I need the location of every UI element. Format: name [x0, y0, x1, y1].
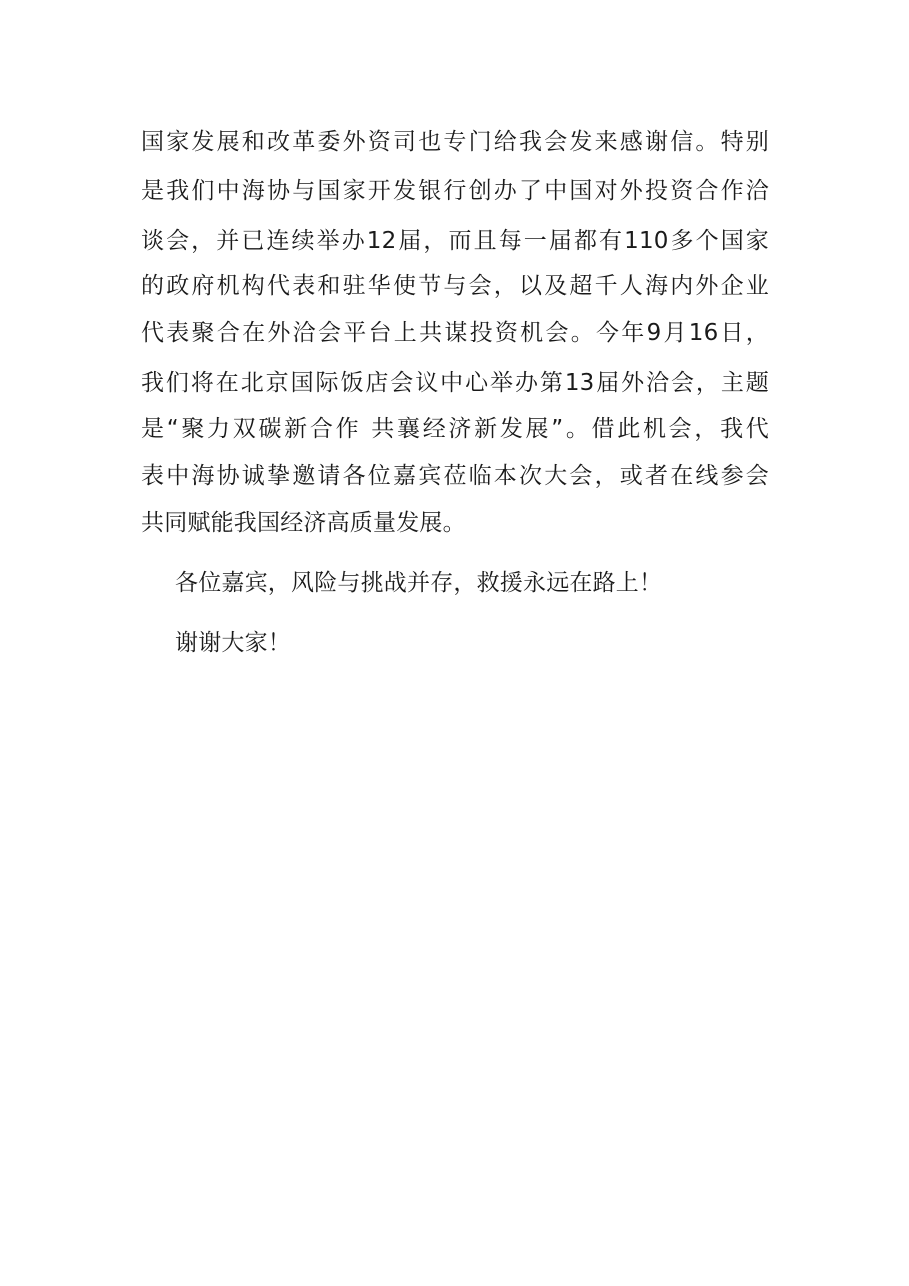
body-text-line: 代表聚合在外洽会平台上共谋投资机会。今年9月16日，: [141, 320, 769, 346]
thanks-paragraph: 谢谢大家！: [175, 630, 291, 656]
body-text-line: 是我们中海协与国家开发银行创办了中国对外投资合作洽: [141, 178, 769, 204]
body-text-line: 的政府机构代表和驻华使节与会，以及超千人海内外企业: [141, 273, 769, 299]
body-text-line: 我们将在北京国际饭店会议中心举办第13届外洽会，主题: [141, 370, 769, 396]
body-text-line: 是“聚力双碳新合作 共襄经济新发展”。借此机会，我代: [141, 416, 769, 442]
body-text-line: 国家发展和改革委外资司也专门给我会发来感谢信。特别: [141, 129, 769, 155]
body-text-line: 共同赋能我国经济高质量发展。: [141, 510, 466, 536]
closing-paragraph: 各位嘉宾，风险与挑战并存，救援永远在路上！: [175, 570, 663, 596]
body-text-line: 谈会，并已连续举办12届，而且每一届都有110多个国家: [141, 228, 769, 254]
body-text-line: 表中海协诚挚邀请各位嘉宾莅临本次大会，或者在线参会: [141, 463, 769, 489]
